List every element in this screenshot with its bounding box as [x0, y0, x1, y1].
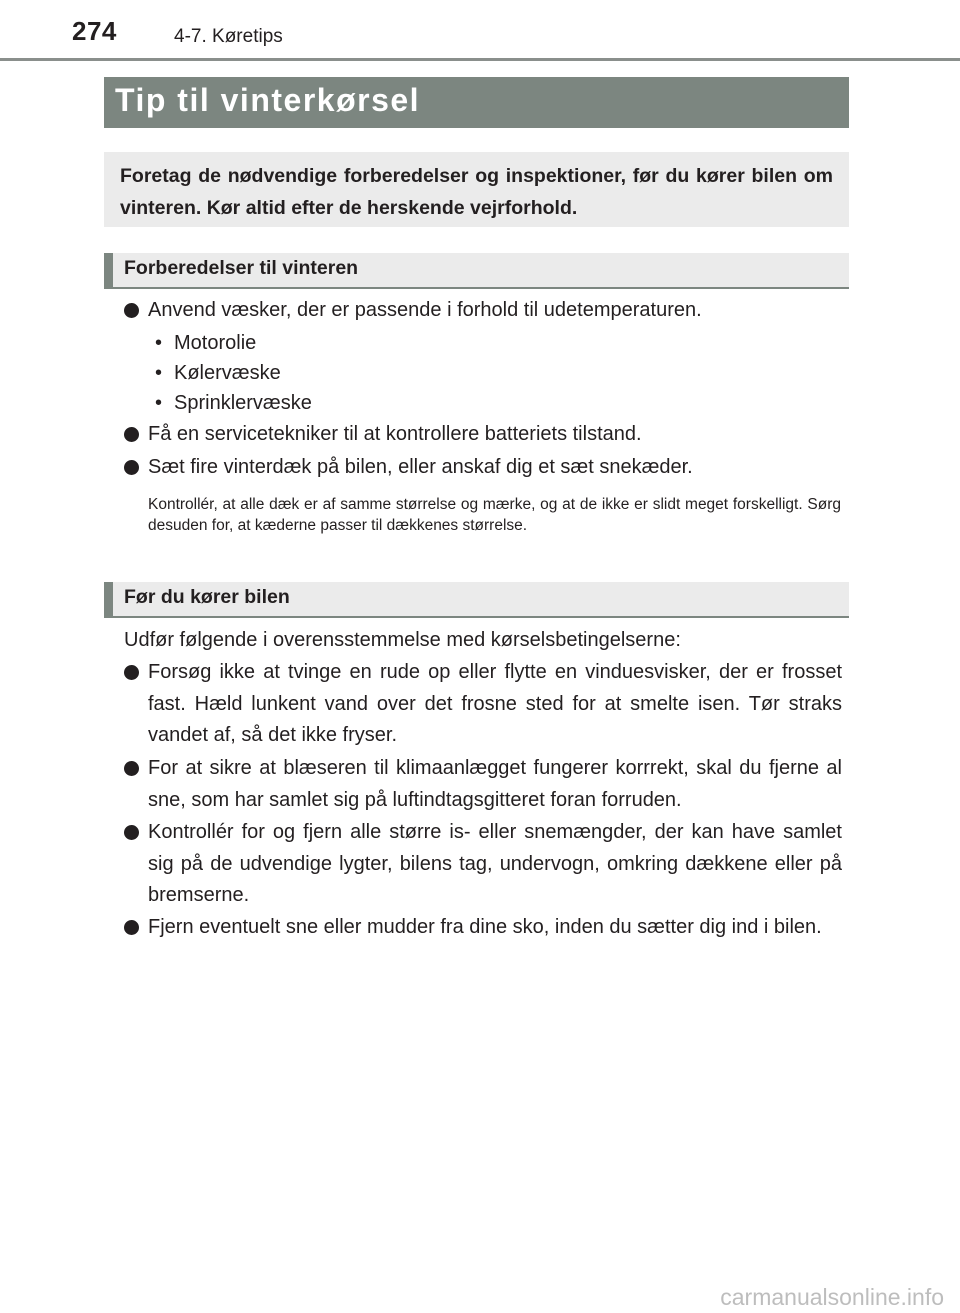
bullet-dot-icon — [124, 460, 139, 475]
sub-item-text: Motorolie — [174, 332, 257, 354]
sub-item-text: Sprinklervæske — [174, 392, 312, 414]
bullet-text: For at sikre at blæseren til klimaanlægget fungerer korrrekt, skal du fjerne al sne, som har samlet sig på luftindtagsgitteret foran forruden. — [148, 757, 842, 811]
sub-bullet-icon: • — [155, 392, 163, 414]
bullet-text: Kontrollér for og fjern alle større is- eller snemængder, der kan have samlet sig på de udvendige lygter, bilens tag, undervogn, omkring dækkene eller på bremserne. — [148, 821, 842, 906]
bullet-shoes — [124, 912, 842, 944]
page-title: Tip til vinterkørsel — [115, 82, 421, 118]
subheading-text: Forberedelser til vinteren — [124, 257, 359, 279]
bullet-fluids — [124, 295, 842, 327]
bullet-dot-icon — [124, 427, 139, 442]
bullet-dot-icon — [124, 761, 139, 776]
bullet-dot-icon — [124, 665, 139, 680]
page-title-bar — [104, 77, 849, 128]
intro-box — [104, 152, 849, 227]
subheading-before-driving — [104, 582, 849, 618]
subheading-winter-preparations — [104, 253, 849, 289]
bullet-dot-icon — [124, 920, 139, 935]
bullet-text: Forsøg ikke at tvinge en rude op eller flytte en vinduesvisker, der er frosset fast. Hæld lunkent vand over det frosne sted for at smelte isen. Tør straks vandet af, så det ikke fryser. — [148, 661, 842, 746]
section-lead-text: Udfør følgende i overensstemmelse med kørselsbetingelserne: — [124, 629, 681, 651]
sub-bullet-icon: • — [155, 362, 163, 384]
watermark: carmanualsonline.info — [720, 1284, 944, 1310]
bullet-winter-tires — [124, 452, 842, 484]
sub-item-washer-fluid — [155, 388, 312, 418]
bullet-dot-icon — [124, 303, 139, 318]
intro-text: Foretag de nødvendige forberedelser og inspektioner, før du kører bilen om vinteren. Kør altid efter de herskende vejrforhold. — [120, 165, 833, 219]
bullet-frozen-window — [124, 657, 842, 752]
bullet-air-intake — [124, 753, 842, 816]
bullet-ice-snow-check — [124, 817, 842, 912]
bullet-text: Få en servicetekniker til at kontrollere batteriets tilstand. — [148, 423, 642, 445]
sub-item-coolant — [155, 358, 281, 388]
section-label: 4-7. Køretips — [174, 26, 283, 47]
sub-bullet-icon: • — [155, 332, 163, 354]
page-header — [0, 0, 960, 60]
bullet-text: Anvend væsker, der er passende i forhold til udetemperaturen. — [148, 299, 702, 321]
tire-note: Kontrollér, at alle dæk er af samme størrelse og mærke, og at de ikke er slidt meget forskelligt. Sørg desuden for, at kæderne passer til dækkenes størrelse. — [148, 496, 841, 534]
sub-item-engine-oil — [155, 328, 256, 358]
page-number: 274 — [72, 16, 117, 46]
bullet-text: Sæt fire vinterdæk på bilen, eller anskaf dig et sæt snekæder. — [148, 456, 693, 478]
header-rule — [0, 58, 960, 61]
sub-item-text: Kølervæske — [174, 362, 281, 384]
bullet-battery — [124, 419, 842, 451]
subheading-text: Før du kører bilen — [124, 586, 290, 608]
bullet-text: Fjern eventuelt sne eller mudder fra dine sko, inden du sætter dig ind i bilen. — [148, 916, 822, 938]
bullet-dot-icon — [124, 825, 139, 840]
